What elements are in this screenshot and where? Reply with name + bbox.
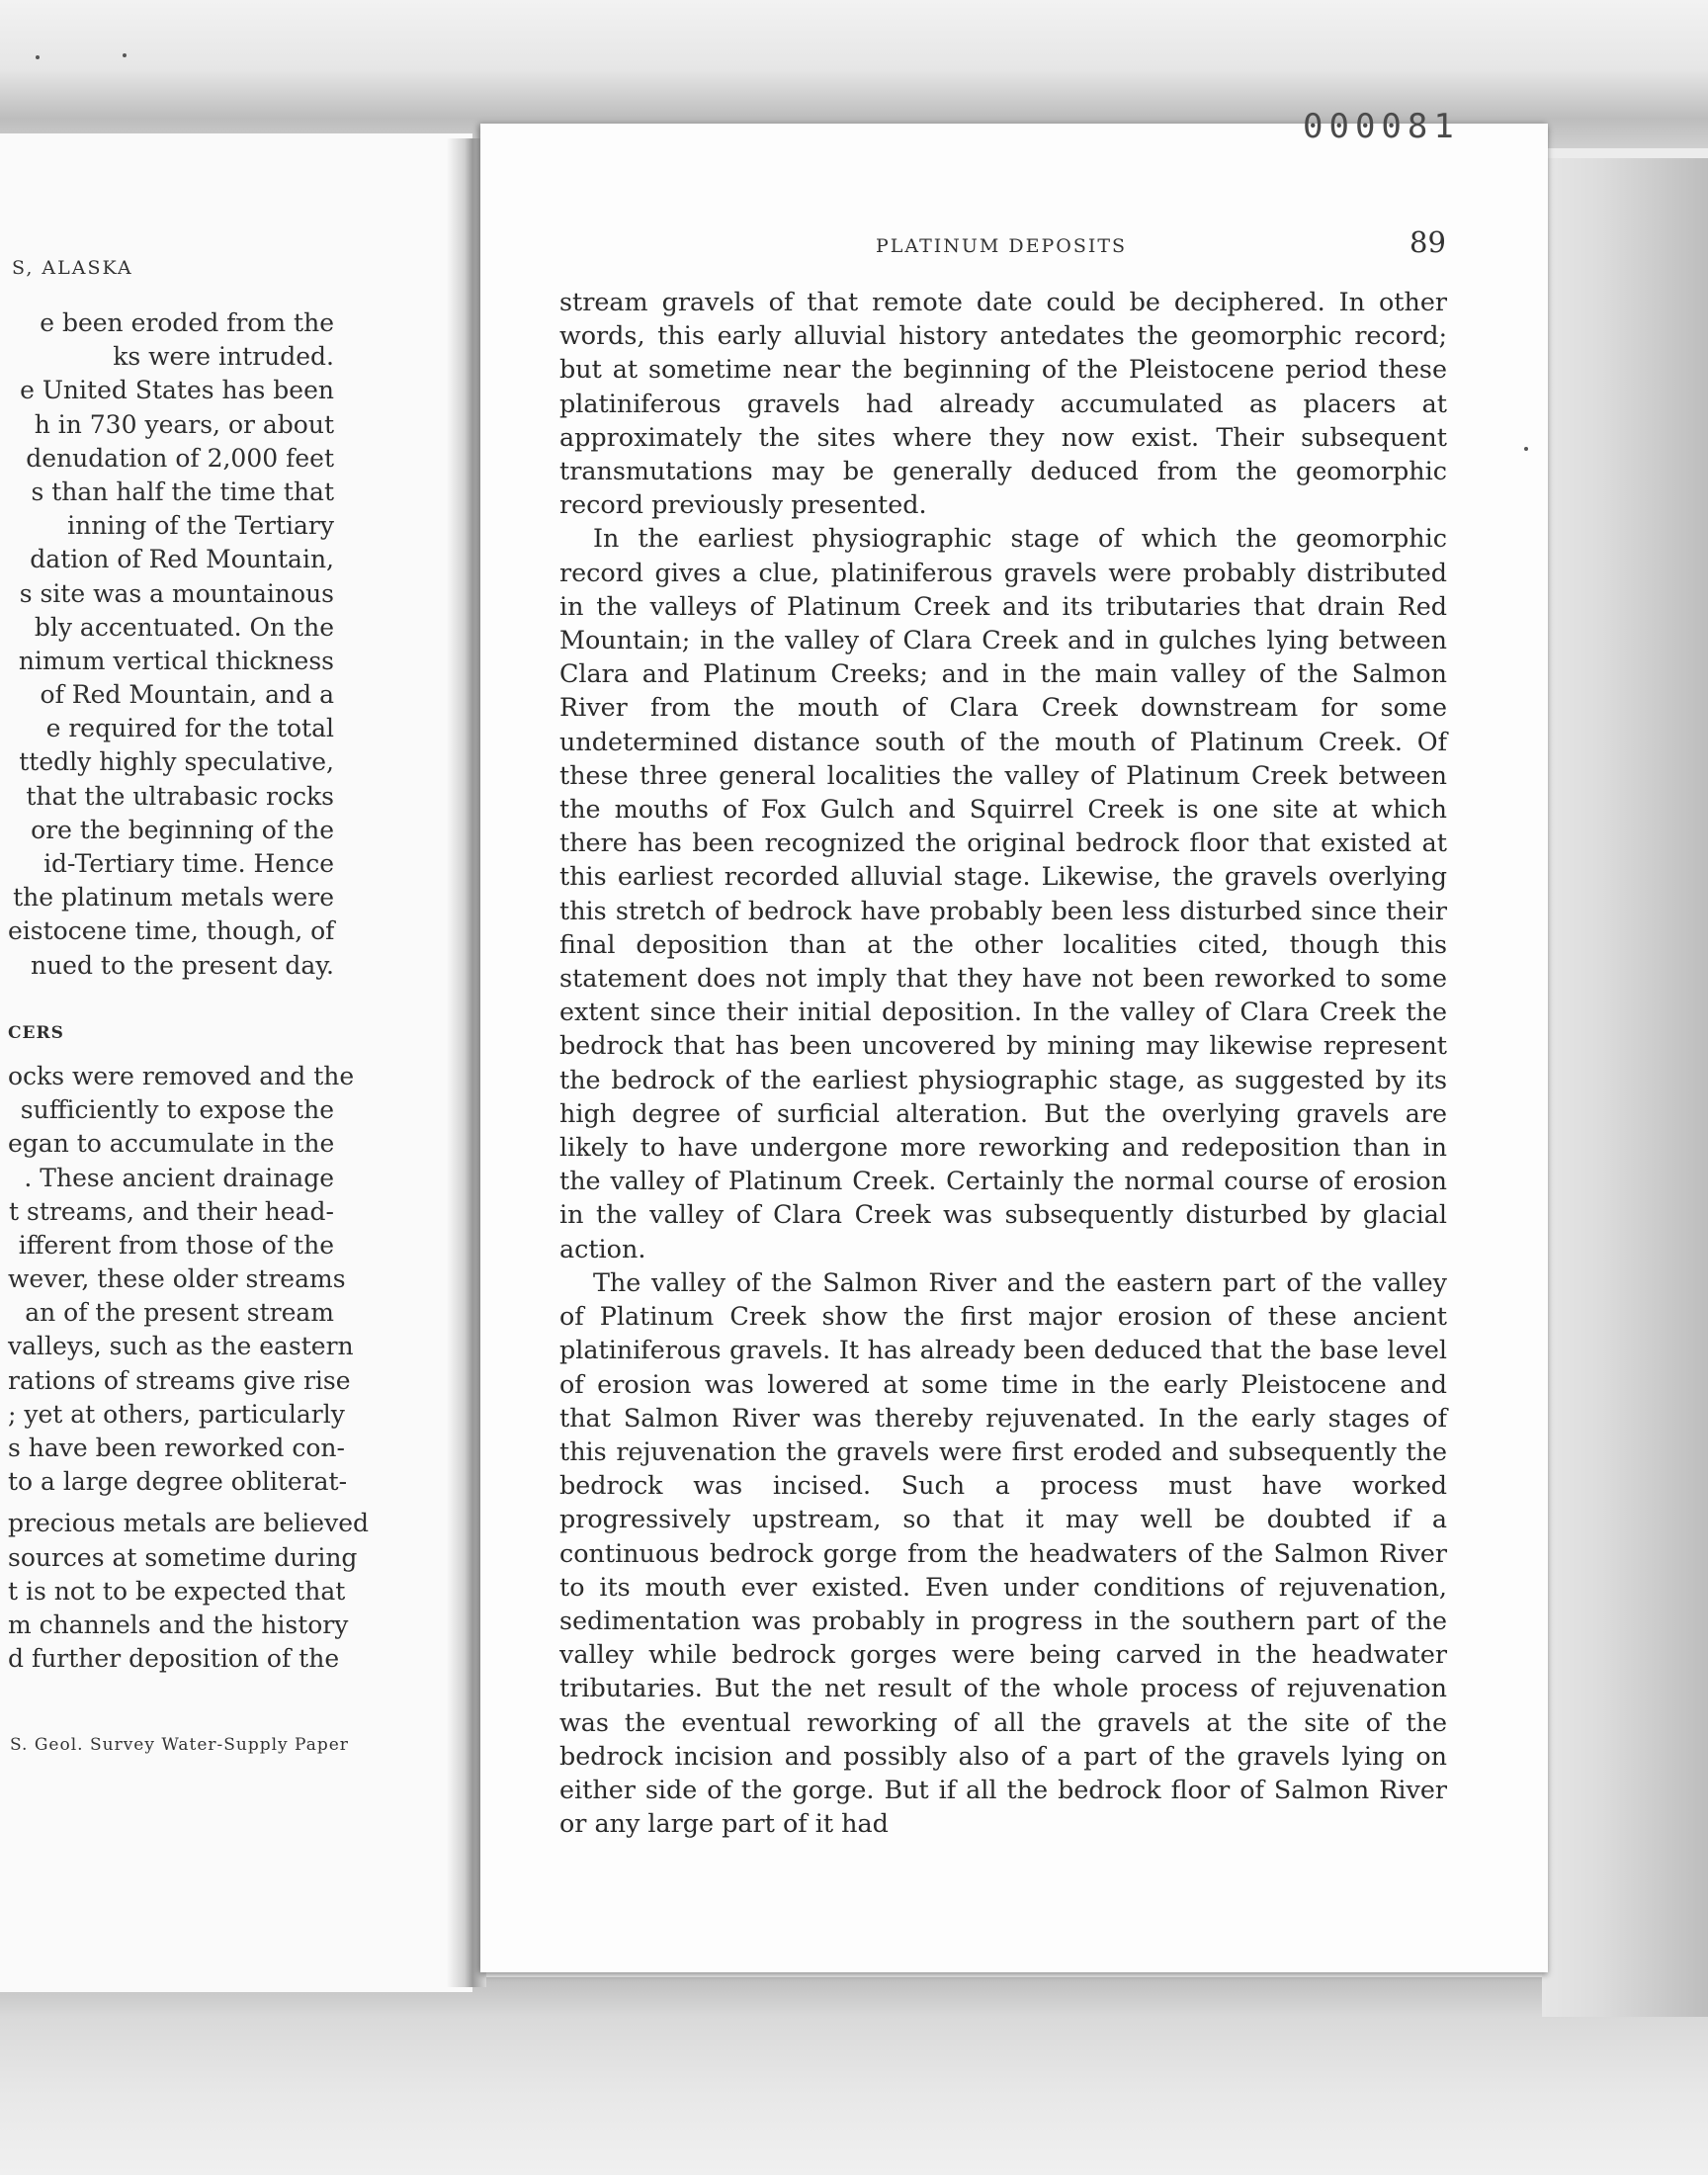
left-page-text bbox=[8, 306, 370, 1676]
scan-speck bbox=[123, 53, 127, 57]
left-subheading: CERS bbox=[8, 1022, 64, 1043]
left-text-line: dation of Red Mountain, bbox=[30, 545, 334, 574]
left-text-line: d further deposition of the bbox=[8, 1644, 340, 1674]
left-text-line: eistocene time, though, of bbox=[8, 916, 335, 946]
left-text-line: denudation of 2,000 feet bbox=[26, 443, 334, 473]
left-text-line: ocks were removed and the bbox=[8, 1061, 355, 1090]
left-text-line: . These ancient drainage bbox=[24, 1163, 334, 1192]
scan-speck bbox=[1524, 447, 1528, 451]
left-text-line: ttedly highly speculative, bbox=[19, 747, 334, 777]
left-text-line: e been eroded from the bbox=[40, 308, 334, 337]
scanner-right-edge bbox=[1542, 158, 1708, 2017]
page-number: 89 bbox=[1409, 225, 1446, 259]
left-text-line: nimum vertical thickness bbox=[18, 646, 334, 675]
left-text-line: valleys, such as the eastern bbox=[8, 1332, 354, 1361]
left-text-line: sources at sometime during bbox=[8, 1542, 358, 1572]
left-text-line: t streams, and their head- bbox=[9, 1196, 334, 1226]
left-text-line: e required for the total bbox=[45, 714, 334, 743]
left-text-line: bly accentuated. On the bbox=[34, 612, 334, 642]
left-page-footer: S. Geol. Survey Water-Supply Paper bbox=[10, 1735, 349, 1755]
left-text-line: h in 730 years, or about bbox=[34, 409, 334, 439]
left-text-line: to a large degree obliterat- bbox=[8, 1467, 348, 1497]
left-text-line: e United States has been bbox=[20, 376, 334, 405]
page-stamp: 000081 bbox=[1303, 107, 1460, 146]
left-text-line: sufficiently to expose the bbox=[20, 1095, 334, 1125]
left-text-line: inning of the Tertiary bbox=[67, 511, 334, 541]
paragraph: The valley of the Salmon River and the eastern part of the valley of Platinum Creek show the first major erosion of these ancient platiniferous gravels. It has already been deduced that the base level of erosion was lowered at some time in the early Pleistocene and that Salmon River was thereby rejuvenated. In the early stages of this rejuvenation the gravels were first eroded and subsequently the bedrock was incised. Such a process must have worked progressively upstream, so that it may well be doubted if a continuous bedrock gorge from the headwaters of the Salmon River to its mouth ever existed. Even under conditions of rejuvenation, sedimentation was probably in progress in the southern part of the valley while bedrock gorges were being carved in the headwater tributaries. But the net result of the whole process of rejuvenation was the eventual reworking of all the gravels at the site of the bedrock incision and possibly also of a part of the gravels lying on either side of the gorge. But if all the bedrock floor of Salmon River or any large part of it had bbox=[559, 1266, 1447, 1839]
left-text-line: that the ultrabasic rocks bbox=[26, 781, 334, 811]
left-text-line: s site was a mountainous bbox=[19, 578, 334, 608]
left-text-line: precious metals are believed bbox=[8, 1509, 370, 1538]
left-text-line: wever, these older streams bbox=[8, 1264, 346, 1294]
left-text-line: egan to accumulate in the bbox=[8, 1129, 335, 1159]
scanner-bottom-shadow bbox=[0, 1977, 1708, 2175]
left-text-line: ; yet at others, particularly bbox=[8, 1399, 345, 1429]
left-text-line: rations of streams give rise bbox=[8, 1365, 351, 1395]
left-text-line: nued to the present day. bbox=[30, 950, 334, 980]
left-text-line: ore the beginning of the bbox=[31, 815, 334, 844]
body-text bbox=[559, 285, 1447, 1840]
left-text-line: ks were intruded. bbox=[113, 342, 334, 372]
paragraph: stream gravels of that remote date could be deciphered. In other words, this early alluvial history antedates the geomorphic record; but at sometime near the beginning of the Pleistocene period these platiniferous gravels had already accumulated as placers at approximately the sites where they now exist. Their subsequent transmutations may be generally deduced from the geomorphic record previously presented. bbox=[559, 287, 1447, 520]
left-text-line: s have been reworked con- bbox=[8, 1434, 345, 1462]
left-text-line: s than half the time that bbox=[31, 477, 334, 506]
left-running-head: S, ALASKA bbox=[12, 257, 133, 279]
spacer bbox=[8, 1050, 334, 1060]
left-text-line: id-Tertiary time. Hence bbox=[43, 849, 334, 878]
left-text-line: of Red Mountain, and a bbox=[40, 680, 334, 710]
left-text-line: the platinum metals were bbox=[13, 883, 334, 913]
running-head: PLATINUM DEPOSITS bbox=[876, 235, 1128, 257]
paragraph: In the earliest physiographic stage of which the geomorphic record gives a clue, platiniferous gravels were probably distributed in the valleys of Platinum Creek and its tributaries that drain Red Mountain; in the valley of Clara Creek and in gulches lying between Clara and Platinum Creeks; and in the main valley of the Salmon River from the mouth of Clara Creek downstream for some undetermined distance south of the mouth of Platinum Creek. Of these three general localities the valley of Platinum Creek between the mouths of Fox Gulch and Squirrel Creek is one site at which there has been recognized the original bedrock floor that existed at this earliest recorded alluvial stage. Likewise, the gravels overlying this stretch of bedrock have probably been less disturbed since their final deposition than at the other localities cited, though this statement does not imply that they have not been reworked to some extent since their initial deposition. In the valley of Clara Creek the bedrock that has been uncovered by mining may likewise represent the bedrock of the earliest physiographic stage, as suggested by its high degree of surficial alteration. But the overlying gravels are likely to have undergone more reworking and redeposition than in the valley of Platinum Creek. Certainly the normal course of erosion in the valley of Clara Creek was subsequently disturbed by glacial action. bbox=[559, 523, 1447, 1263]
scan-speck bbox=[36, 55, 40, 59]
left-text-line: m channels and the history bbox=[8, 1610, 349, 1639]
spacer bbox=[8, 983, 334, 1016]
left-text-line: t is not to be expected that bbox=[8, 1576, 346, 1606]
left-text-line: an of the present stream bbox=[25, 1298, 334, 1328]
spacer bbox=[8, 1499, 334, 1507]
left-text-line: ifferent from those of the bbox=[18, 1230, 334, 1260]
